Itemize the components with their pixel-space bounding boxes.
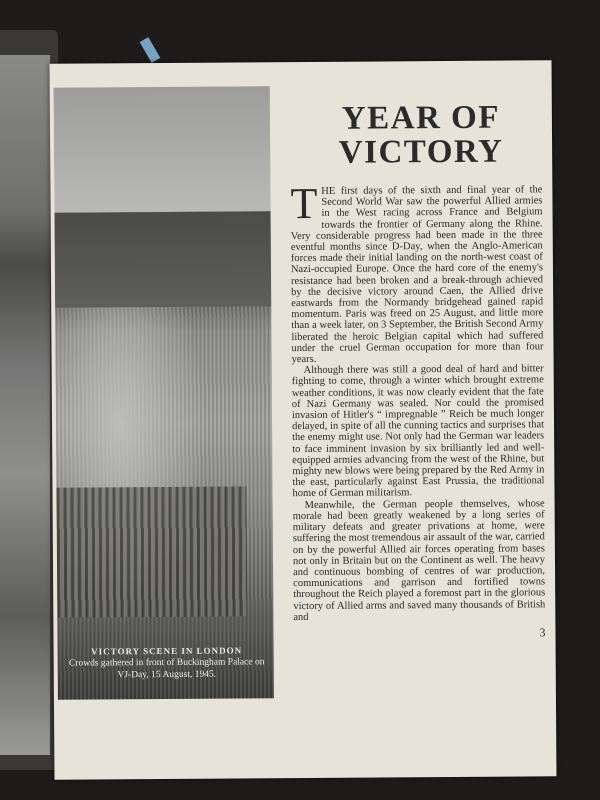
- photo-palace-gates: [56, 486, 247, 617]
- facing-page-photo: [0, 55, 50, 755]
- photo-trees: [55, 211, 272, 308]
- paragraph-1-text: HE first days of the sixth and final year of the Second World War saw the powerful Allied armies in the West racing across France and Belgium towards the frontier of Germany along the Rhine. Very considerable progress had been made in the three eventful months since D-Day, when the Anglo-American forces made their initial landing on the north-west coast of Nazi-occupied Europe. Once the hard core of the enemy's resistance had been broken and a break-through achieved by the decisive victory around Caen, the Allied drive eastwards from the Normandy bridgehead gained rapid momentum. Paris was freed on 25 August, and little more than a week later, on 3 September, the British Second Army liberated the heroic Belgian capital which had suffered under the cruel German occupation for more than four years.: [290, 184, 544, 366]
- photo-sky: [54, 86, 271, 213]
- page-title: YEAR OF VICTORY: [338, 99, 504, 171]
- drop-cap: T: [290, 178, 318, 229]
- paragraph-2: Although there was still a good deal of hard and bitter fighting to come, through a winter which brought extreme weather conditions, it was now clearly evident that the fate of Nazi Germany was sealed. Nor could the promised invasion of Hitler's “ impregnable ” Reich be much longer delayed, in spite of all the cunning tactics and surprises that the enemy might use. Not only had the German war leaders to face imminent invasion by six brilliantly led and well-equipped armies advancing from the west of the Rhine, but mighty new blows were being prepared by the Red Army in the east, particularly against East Prussia, the traditional home of German militarism.: [291, 363, 545, 500]
- photo-caption: [64, 644, 270, 681]
- article-body: [290, 178, 546, 623]
- page-number: 3: [539, 625, 546, 640]
- caption-title: VICTORY SCENE IN LONDON: [91, 645, 243, 657]
- bookmark-tab: [140, 37, 161, 63]
- text-column: [290, 178, 546, 641]
- paragraph-1: [290, 178, 544, 366]
- book-page: [50, 60, 557, 779]
- paragraph-3: Meanwhile, the German people themselves, whose morale had been greatly weakened by a long series of military defeats and greater privations at home, were suffering the most tremendous air assault of the war, carried on by the powerful Allied air forces operating from bases not only in Britain but on the Continent as well. The heavy and continuous bombing of centres of war production, communications and garrison and fortified towns throughout the Reich played a foremost part in the glorious victory of Allied arms and saved many thousands of British and: [292, 498, 546, 623]
- crowd-photo: [54, 86, 274, 699]
- caption-text: Crowds gathered in front of Buckingham Palace on VJ-Day, 15 August, 1945.: [68, 657, 265, 681]
